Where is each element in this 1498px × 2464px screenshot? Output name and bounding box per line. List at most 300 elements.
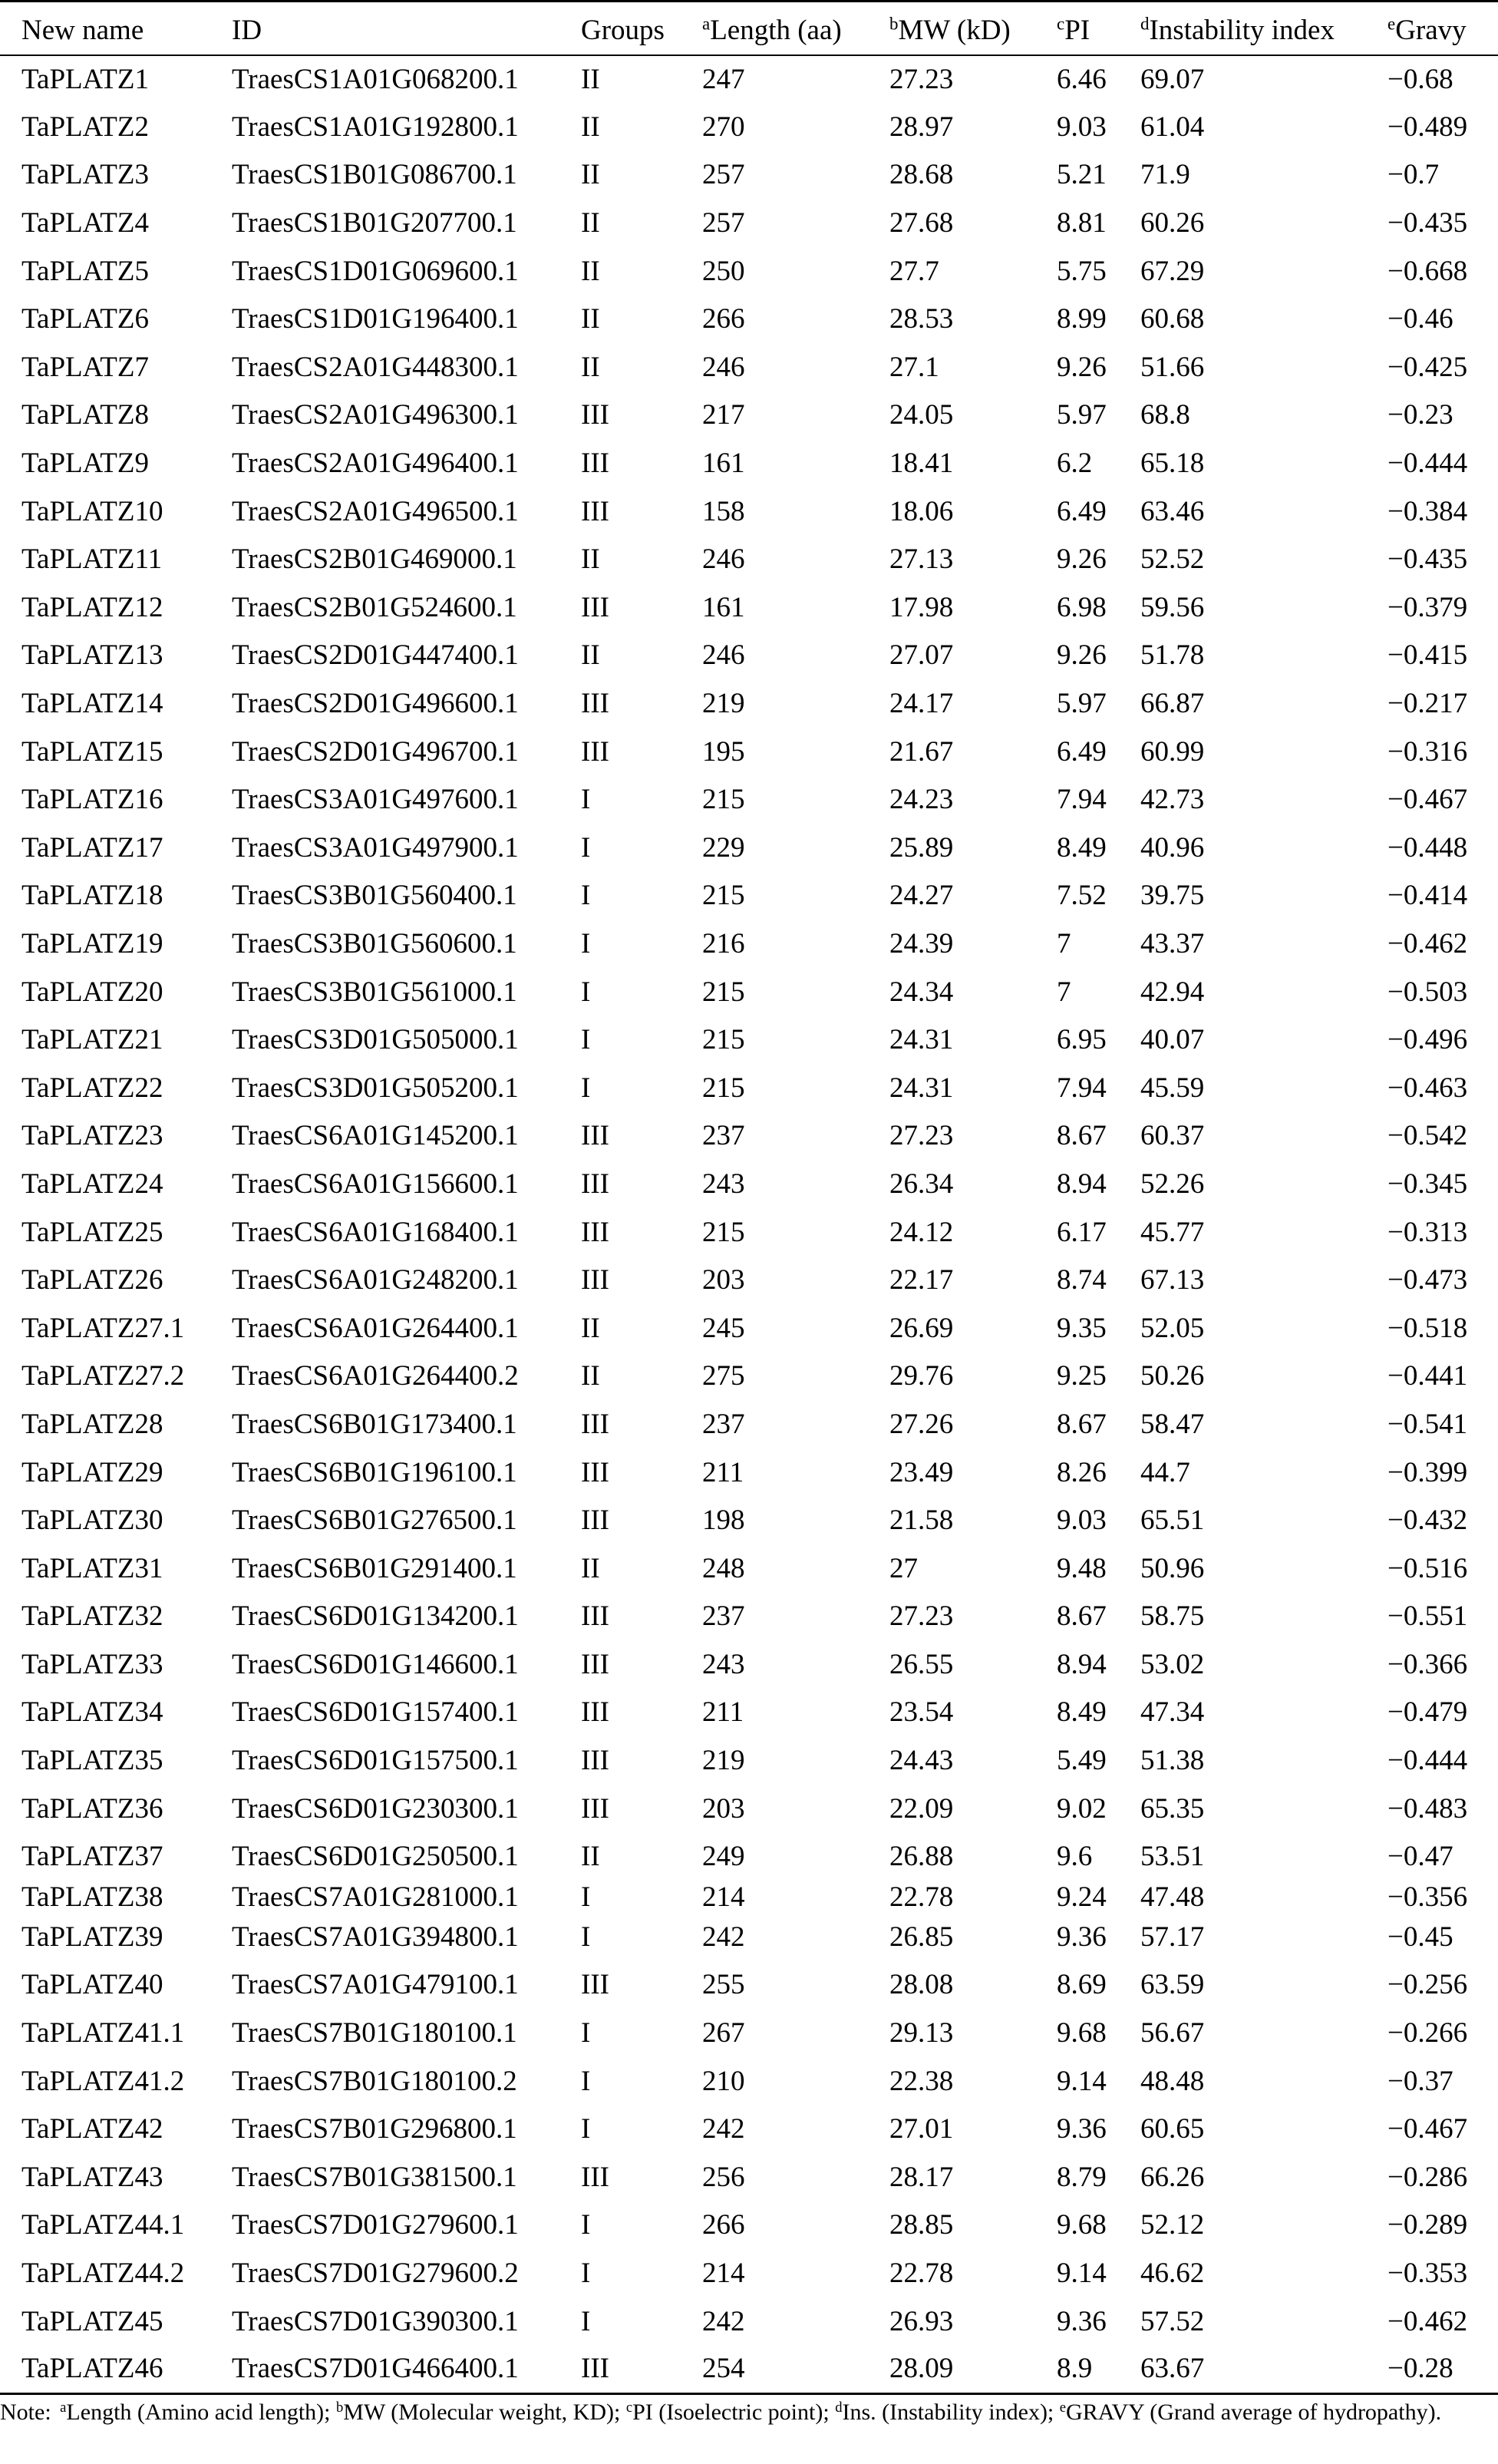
cell-id: TraesCS2D01G496600.1: [232, 688, 519, 720]
table-row: [0, 343, 1498, 391]
cell-instability-index: 42.73: [1140, 784, 1205, 816]
cell-groups: III: [581, 1216, 609, 1248]
cell-new-name: TaPLATZ29: [21, 1456, 163, 1488]
cell-mw: 24.23: [889, 784, 954, 816]
cell-gravy: −0.516: [1387, 1552, 1468, 1584]
cell-id: TraesCS7D01G279600.2: [232, 2258, 519, 2290]
table-row: [0, 391, 1498, 440]
cell-groups: III: [581, 1408, 609, 1440]
cell-pi: 8.9: [1057, 2345, 1140, 2393]
cell-instability-index: 58.47: [1140, 1408, 1205, 1440]
header-mw: [889, 2, 1057, 55]
cell-instability-index: 66.87: [1140, 688, 1205, 720]
cell-id: TraesCS6B01G196100.1: [232, 1456, 517, 1488]
cell-mw: 27.26: [889, 1408, 954, 1440]
cell-instability-index: 39.75: [1140, 880, 1205, 912]
cell-gravy: −0.266: [1387, 2017, 1468, 2049]
cell-id: TraesCS1B01G207700.1: [232, 207, 517, 239]
table-row: [0, 2057, 1498, 2106]
cell-new-name: TaPLATZ18: [21, 880, 163, 912]
cell-groups: II: [581, 351, 600, 383]
cell-pi: 8.26: [1057, 1456, 1107, 1488]
cell-pi: 5.21: [1057, 159, 1107, 191]
cell-instability-index: 51.38: [1140, 1745, 1205, 1777]
cell-pi: 8.99: [1057, 303, 1107, 335]
cell-id: TraesCS6D01G146600.1: [232, 1648, 519, 1680]
cell-instability-index: 45.59: [1140, 1072, 1205, 1104]
cell-new-name: TaPLATZ15: [21, 735, 163, 768]
cell-mw: 27.68: [889, 207, 954, 239]
cell-mw: 18.41: [889, 448, 954, 480]
cell-gravy: −0.435: [1387, 207, 1468, 239]
cell-new-name: TaPLATZ24: [21, 1168, 163, 1200]
cell-mw: 26.93: [889, 2305, 954, 2337]
cell-length: 229: [702, 831, 745, 864]
cell-groups: III: [581, 735, 609, 768]
cell-gravy: −0.518: [1387, 1312, 1468, 1344]
cell-groups: III: [581, 1745, 609, 1777]
cell-new-name: TaPLATZ31: [21, 1552, 163, 1584]
cell-pi: 9.68: [1057, 2209, 1107, 2241]
cell-length: 215: [702, 784, 745, 816]
cell-gravy: −0.496: [1387, 1024, 1468, 1056]
cell-pi: 8.94: [1057, 1168, 1107, 1200]
table-row: [0, 1064, 1498, 1112]
header-length: [702, 2, 889, 55]
cell-id: TraesCS3A01G497900.1: [232, 831, 519, 864]
cell-length: 203: [702, 1264, 745, 1296]
table-row: [0, 583, 1498, 632]
cell-gravy: −0.463: [1387, 1072, 1468, 1104]
cell-gravy: −0.441: [1387, 1360, 1468, 1392]
footnote-superscript: d: [835, 2399, 843, 2416]
cell-pi: 9.03: [1057, 1504, 1107, 1537]
cell-new-name: TaPLATZ27.2: [21, 1360, 185, 1392]
cell-mw: 21.67: [889, 735, 954, 768]
cell-gravy: −0.23: [1387, 399, 1453, 431]
cell-instability-index: 52.05: [1140, 1312, 1205, 1344]
cell-mw: 28.17: [889, 2161, 954, 2193]
cell-gravy: −0.479: [1387, 1696, 1468, 1729]
cell-mw: 28.68: [889, 159, 954, 191]
table-row: [0, 1304, 1498, 1353]
cell-gravy: −0.7: [1387, 159, 1440, 191]
table-row: [0, 1160, 1498, 1208]
cell-mw: 29.76: [889, 1360, 954, 1392]
cell-new-name: TaPLATZ42: [21, 2113, 163, 2145]
cell-length: 243: [702, 1648, 745, 1680]
cell-instability-index: 50.26: [1140, 1360, 1205, 1392]
cell-instability-index: 40.96: [1140, 831, 1205, 864]
cell-groups: I: [581, 1024, 591, 1056]
cell-gravy: −0.313: [1387, 1216, 1468, 1248]
cell-mw: 24.31: [889, 1072, 954, 1104]
cell-mw: 26.88: [889, 1841, 954, 1873]
cell-id: TraesCS1B01G086700.1: [232, 159, 517, 191]
table-row: [0, 1593, 1498, 1641]
table-row: [0, 439, 1498, 487]
cell-mw: 22.09: [889, 1792, 954, 1825]
cell-pi: 8.67: [1057, 1120, 1107, 1152]
cell-new-name: TaPLATZ45: [21, 2305, 163, 2337]
cell-mw: 28.97: [889, 111, 954, 143]
cell-id: TraesCS6D01G134200.1: [232, 1600, 519, 1633]
footnote-superscript: a: [60, 2399, 67, 2416]
cell-gravy: −0.414: [1387, 880, 1468, 912]
table-row: [0, 1689, 1498, 1737]
cell-id: TraesCS1A01G192800.1: [232, 111, 519, 143]
cell-id: TraesCS2A01G496300.1: [232, 399, 519, 431]
cell-id: TraesCS6B01G276500.1: [232, 1504, 517, 1537]
cell-pi: 8.67: [1057, 1408, 1107, 1440]
cell-mw: 17.98: [889, 591, 954, 623]
cell-id: TraesCS6A01G248200.1: [232, 1264, 519, 1296]
cell-id: TraesCS3B01G561000.1: [232, 976, 517, 1008]
cell-instability-index: 52.52: [1140, 543, 1205, 576]
cell-instability-index: 71.9: [1140, 159, 1190, 191]
cell-instability-index: 63.67: [1140, 2345, 1387, 2393]
cell-id: TraesCS3B01G560600.1: [232, 927, 517, 960]
cell-mw: 27.7: [889, 255, 939, 287]
cell-gravy: −0.316: [1387, 735, 1468, 768]
table-row: [0, 2297, 1498, 2346]
cell-new-name: TaPLATZ41.2: [21, 2065, 185, 2097]
cell-groups: III: [581, 399, 609, 431]
cell-new-name: TaPLATZ7: [21, 351, 149, 383]
cell-gravy: −0.286: [1387, 2161, 1468, 2193]
cell-id: TraesCS1A01G068200.1: [232, 63, 519, 95]
cell-instability-index: 67.13: [1140, 1264, 1205, 1296]
cell-instability-index: 63.46: [1140, 495, 1205, 527]
cell-length: 257: [702, 207, 745, 239]
header-label: Length (aa): [710, 15, 842, 47]
cell-gravy: −0.489: [1387, 111, 1468, 143]
cell-instability-index: 60.26: [1140, 207, 1205, 239]
cell-mw: 23.54: [889, 1696, 954, 1729]
cell-gravy: −0.425: [1387, 351, 1468, 383]
header-superscript: c: [1057, 14, 1065, 34]
cell-instability-index: 66.26: [1140, 2161, 1205, 2193]
cell-groups: II: [581, 111, 600, 143]
cell-length: 195: [702, 735, 745, 768]
cell-id: TraesCS2A01G496400.1: [232, 448, 519, 480]
cell-id: TraesCS6A01G156600.1: [232, 1168, 519, 1200]
cell-new-name: TaPLATZ8: [21, 399, 149, 431]
cell-new-name: TaPLATZ4: [21, 207, 149, 239]
cell-length: 254: [702, 2345, 889, 2393]
cell-new-name: TaPLATZ3: [21, 159, 149, 191]
cell-instability-index: 60.99: [1140, 735, 1205, 768]
cell-new-name: TaPLATZ46: [0, 2345, 232, 2393]
header-id: [232, 2, 581, 55]
cell-groups: I: [581, 1921, 591, 1953]
cell-groups: I: [581, 927, 591, 960]
cell-mw: 27.23: [889, 1120, 954, 1152]
cell-new-name: TaPLATZ32: [21, 1600, 163, 1633]
cell-instability-index: 65.18: [1140, 448, 1205, 480]
table-row: [0, 487, 1498, 536]
cell-length: 215: [702, 880, 745, 912]
cell-length: 255: [702, 1969, 745, 2001]
cell-instability-index: 60.68: [1140, 303, 1205, 335]
table-row: [0, 2153, 1498, 2201]
cell-mw: 27.01: [889, 2113, 954, 2145]
cell-instability-index: 40.07: [1140, 1024, 1205, 1056]
cell-groups: II: [581, 207, 600, 239]
cell-pi: 9.6: [1057, 1841, 1093, 1873]
cell-groups: I: [581, 1072, 591, 1104]
cell-gravy: −0.399: [1387, 1456, 1468, 1488]
cell-id: TraesCS7B01G180100.1: [232, 2017, 517, 2049]
cell-pi: 6.49: [1057, 735, 1107, 768]
cell-mw: 24.43: [889, 1745, 954, 1777]
cell-groups: III: [581, 1600, 609, 1633]
cell-groups: II: [581, 63, 600, 95]
cell-pi: 9.68: [1057, 2017, 1107, 2049]
cell-length: 245: [702, 1312, 745, 1344]
table-footnote: [0, 2400, 1473, 2426]
cell-instability-index: 56.67: [1140, 2017, 1205, 2049]
cell-new-name: TaPLATZ36: [21, 1792, 163, 1825]
cell-length: 161: [702, 591, 745, 623]
cell-id: TraesCS6A01G145200.1: [232, 1120, 519, 1152]
cell-new-name: TaPLATZ9: [21, 448, 149, 480]
cell-mw: 24.05: [889, 399, 954, 431]
cell-id: TraesCS2D01G496700.1: [232, 735, 519, 768]
cell-mw: 28.53: [889, 303, 954, 335]
cell-length: 210: [702, 2065, 745, 2097]
cell-pi: 9.03: [1057, 111, 1107, 143]
cell-groups: III: [581, 1648, 609, 1680]
table-row: [0, 968, 1498, 1016]
cell-gravy: −0.384: [1387, 495, 1468, 527]
cell-new-name: TaPLATZ5: [21, 255, 149, 287]
cell-new-name: TaPLATZ12: [21, 591, 163, 623]
cell-pi: 9.25: [1057, 1360, 1107, 1392]
cell-pi: 9.48: [1057, 1552, 1107, 1584]
cell-groups: II: [581, 639, 600, 672]
cell-length: 267: [702, 2017, 745, 2049]
cell-id: TraesCS2A01G448300.1: [232, 351, 519, 383]
cell-instability-index: 69.07: [1140, 63, 1205, 95]
cell-length: 256: [702, 2161, 745, 2193]
cell-new-name: TaPLATZ17: [21, 831, 163, 864]
cell-length: 246: [702, 543, 745, 576]
cell-mw: 27.1: [889, 351, 939, 383]
cell-groups: III: [581, 688, 609, 720]
table-row: [0, 2009, 1498, 2057]
cell-new-name: TaPLATZ35: [21, 1745, 163, 1777]
table-row: [0, 1112, 1498, 1161]
cell-mw: 24.17: [889, 688, 954, 720]
cell-id: TraesCS3D01G505200.1: [232, 1072, 519, 1104]
table-row: [0, 55, 1498, 104]
table-row: [0, 1736, 1498, 1785]
cell-gravy: −0.448: [1387, 831, 1468, 864]
cell-new-name: TaPLATZ30: [21, 1504, 163, 1537]
cell-groups: III: [581, 1696, 609, 1729]
cell-pi: 9.36: [1057, 2305, 1107, 2337]
cell-length: 219: [702, 1745, 745, 1777]
table-row: [0, 1016, 1498, 1064]
cell-id: TraesCS2B01G524600.1: [232, 591, 517, 623]
cell-pi: 8.94: [1057, 1648, 1107, 1680]
cell-mw: 28.85: [889, 2209, 954, 2241]
table-row: [0, 199, 1498, 247]
cell-groups: I: [581, 2113, 591, 2145]
cell-pi: 5.97: [1057, 399, 1107, 431]
cell-instability-index: 60.65: [1140, 2113, 1205, 2145]
footnote-superscript: e: [1059, 2399, 1067, 2416]
cell-new-name: TaPLATZ10: [21, 495, 163, 527]
cell-new-name: TaPLATZ19: [21, 927, 163, 960]
cell-mw: 26.69: [889, 1312, 954, 1344]
table-row: [0, 1785, 1498, 1833]
cell-groups: III: [581, 2345, 702, 2393]
footnote-text: GRAVY (Grand average of hydropathy).: [1066, 2400, 1442, 2425]
cell-new-name: TaPLATZ27.1: [21, 1312, 185, 1344]
cell-gravy: −0.366: [1387, 1648, 1468, 1680]
cell-groups: II: [581, 543, 600, 576]
cell-instability-index: 63.59: [1140, 1969, 1205, 2001]
cell-pi: 6.95: [1057, 1024, 1107, 1056]
cell-instability-index: 53.02: [1140, 1648, 1205, 1680]
table-row: [0, 103, 1498, 151]
cell-pi: 8.67: [1057, 1600, 1107, 1633]
cell-gravy: −0.551: [1387, 1600, 1468, 1633]
cell-gravy: −0.462: [1387, 927, 1468, 960]
table-row: [0, 1256, 1498, 1304]
cell-new-name: TaPLATZ43: [21, 2161, 163, 2193]
cell-pi: 5.75: [1057, 255, 1107, 287]
cell-mw: 24.12: [889, 1216, 954, 1248]
cell-mw: 26.85: [889, 1921, 954, 1953]
header-superscript: e: [1387, 14, 1396, 34]
cell-length: 215: [702, 1216, 745, 1248]
cell-groups: I: [581, 2258, 591, 2290]
cell-instability-index: 65.35: [1140, 1792, 1205, 1825]
cell-id: TraesCS3D01G505000.1: [232, 1024, 519, 1056]
cell-pi: 8.74: [1057, 1264, 1107, 1296]
cell-gravy: −0.256: [1387, 1969, 1468, 2001]
cell-instability-index: 46.62: [1140, 2258, 1205, 2290]
cell-groups: III: [581, 591, 609, 623]
cell-gravy: −0.45: [1387, 1921, 1453, 1953]
cell-pi: 9.36: [1057, 2113, 1107, 2145]
cell-id: TraesCS6A01G264400.2: [232, 1360, 519, 1392]
cell-groups: III: [581, 1504, 609, 1537]
table-row: [0, 2249, 1498, 2297]
cell-groups: III: [581, 1264, 609, 1296]
table-row: [0, 775, 1498, 824]
cell-length: 215: [702, 976, 745, 1008]
cell-id: TraesCS3B01G560400.1: [232, 880, 517, 912]
cell-length: 158: [702, 495, 745, 527]
cell-id: TraesCS2D01G447400.1: [232, 639, 519, 672]
cell-groups: I: [581, 2017, 591, 2049]
footnote-superscript: b: [336, 2399, 344, 2416]
cell-gravy: −0.444: [1387, 1745, 1468, 1777]
cell-groups: II: [581, 1552, 600, 1584]
cell-length: 275: [702, 1360, 745, 1392]
cell-pi: 7.94: [1057, 784, 1107, 816]
cell-pi: 9.36: [1057, 1921, 1107, 1953]
cell-length: 270: [702, 111, 745, 143]
table-row: [0, 151, 1498, 200]
cell-new-name: TaPLATZ38: [21, 1881, 163, 1913]
cell-pi: 5.97: [1057, 688, 1107, 720]
cell-instability-index: 44.7: [1140, 1456, 1190, 1488]
cell-length: 215: [702, 1072, 745, 1104]
cell-new-name: TaPLATZ22: [21, 1072, 163, 1104]
cell-instability-index: 65.51: [1140, 1504, 1205, 1537]
cell-gravy: −0.415: [1387, 639, 1468, 672]
cell-instability-index: 52.12: [1140, 2209, 1205, 2241]
cell-instability-index: 57.52: [1140, 2305, 1205, 2337]
cell-instability-index: 43.37: [1140, 927, 1205, 960]
cell-new-name: TaPLATZ16: [21, 784, 163, 816]
cell-mw: 28.09: [889, 2345, 1057, 2393]
cell-gravy: −0.432: [1387, 1504, 1468, 1537]
table-row: [0, 1640, 1498, 1689]
cell-gravy: −0.668: [1387, 255, 1468, 287]
cell-pi: 9.02: [1057, 1792, 1107, 1825]
header-label: ID: [232, 15, 262, 47]
cell-length: 203: [702, 1792, 745, 1825]
cell-length: 246: [702, 351, 745, 383]
cell-instability-index: 48.48: [1140, 2065, 1205, 2097]
cell-groups: III: [581, 1168, 609, 1200]
cell-length: 250: [702, 255, 745, 287]
cell-pi: 9.14: [1057, 2258, 1107, 2290]
cell-gravy: −0.541: [1387, 1408, 1468, 1440]
table-row: [0, 1496, 1498, 1544]
cell-length: 198: [702, 1504, 745, 1537]
cell-id: TraesCS2A01G496500.1: [232, 495, 519, 527]
cell-length: 211: [702, 1696, 744, 1729]
cell-gravy: −0.68: [1387, 63, 1453, 95]
header-label: PI: [1064, 15, 1091, 47]
cell-id: TraesCS7D01G279600.1: [232, 2209, 519, 2241]
cell-length: 237: [702, 1600, 745, 1633]
table-row: [0, 1544, 1498, 1593]
cell-mw: 24.27: [889, 880, 954, 912]
footnote-label: Note:: [0, 2400, 51, 2425]
cell-id: TraesCS6B01G173400.1: [232, 1408, 517, 1440]
cell-pi: 9.14: [1057, 2065, 1107, 2097]
cell-length: 266: [702, 303, 745, 335]
cell-length: 246: [702, 639, 745, 672]
cell-groups: III: [581, 1969, 609, 2001]
cell-instability-index: 61.04: [1140, 111, 1205, 143]
cell-new-name: TaPLATZ28: [21, 1408, 163, 1440]
cell-gravy: −0.37: [1387, 2065, 1453, 2097]
cell-groups: I: [581, 880, 591, 912]
cell-instability-index: 53.51: [1140, 1841, 1205, 1873]
cell-instability-index: 52.26: [1140, 1168, 1205, 1200]
cell-groups: I: [581, 831, 591, 864]
cell-id: TraesCS7D01G390300.1: [232, 2305, 519, 2337]
cell-pi: 9.24: [1057, 1881, 1107, 1913]
cell-groups: II: [581, 1312, 600, 1344]
cell-length: 257: [702, 159, 745, 191]
cell-gravy: −0.217: [1387, 688, 1468, 720]
cell-pi: 6.17: [1057, 1216, 1107, 1248]
cell-groups: III: [581, 448, 609, 480]
cell-mw: 23.49: [889, 1456, 954, 1488]
cell-pi: 6.2: [1057, 448, 1093, 480]
header-label: MW (kD): [898, 15, 1011, 47]
